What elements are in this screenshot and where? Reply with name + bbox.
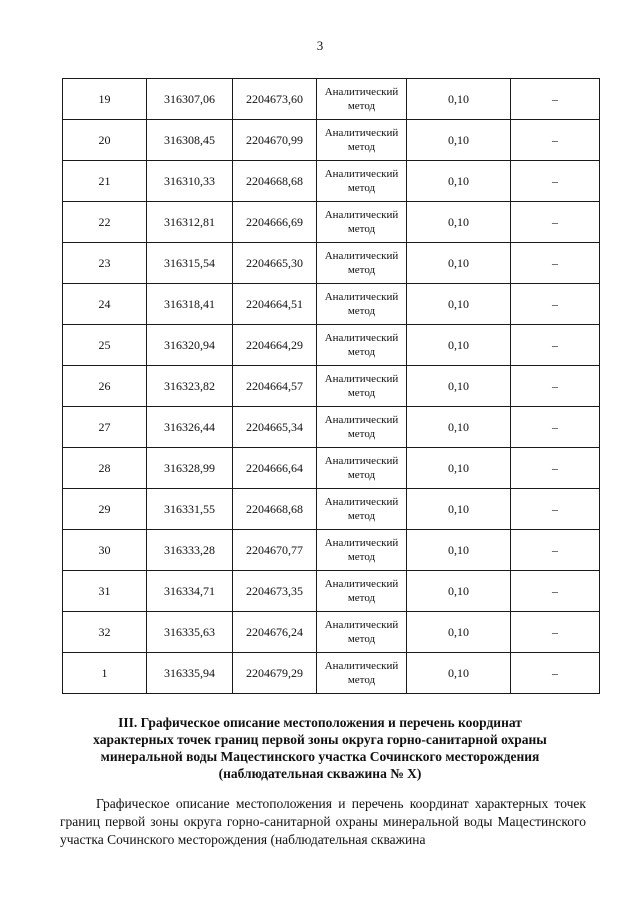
y-coordinate-cell: 2204666,69 bbox=[233, 202, 317, 243]
x-coordinate-cell: 316335,94 bbox=[147, 653, 233, 694]
x-coordinate-cell: 316310,33 bbox=[147, 161, 233, 202]
y-coordinate-cell: 2204668,68 bbox=[233, 489, 317, 530]
accuracy-cell: 0,10 bbox=[407, 448, 511, 489]
point-number-cell: 19 bbox=[63, 79, 147, 120]
y-coordinate-cell: 2204664,57 bbox=[233, 366, 317, 407]
x-coordinate-cell: 316331,55 bbox=[147, 489, 233, 530]
x-coordinate-cell: 316312,81 bbox=[147, 202, 233, 243]
table-row bbox=[63, 120, 600, 161]
note-cell: – bbox=[511, 571, 600, 612]
note-cell: – bbox=[511, 325, 600, 366]
accuracy-cell: 0,10 bbox=[407, 653, 511, 694]
table-row bbox=[63, 284, 600, 325]
method-cell bbox=[317, 530, 407, 571]
method-line: Аналитический bbox=[324, 127, 399, 139]
y-coordinate-cell: 2204679,29 bbox=[233, 653, 317, 694]
note-cell: – bbox=[511, 407, 600, 448]
table-row bbox=[63, 448, 600, 489]
accuracy-cell: 0,10 bbox=[407, 612, 511, 653]
accuracy-cell: 0,10 bbox=[407, 407, 511, 448]
y-coordinate-cell: 2204673,60 bbox=[233, 79, 317, 120]
method-cell bbox=[317, 448, 407, 489]
point-number-cell: 30 bbox=[63, 530, 147, 571]
note-cell: – bbox=[511, 448, 600, 489]
table-row bbox=[63, 243, 600, 284]
x-coordinate-cell: 316308,45 bbox=[147, 120, 233, 161]
method-line: Аналитический bbox=[324, 660, 399, 672]
method-line: Аналитический bbox=[324, 578, 399, 590]
accuracy-cell: 0,10 bbox=[407, 161, 511, 202]
method-line: Аналитический bbox=[324, 537, 399, 549]
method-line: метод bbox=[347, 305, 376, 317]
y-coordinate-cell: 2204668,68 bbox=[233, 161, 317, 202]
method-cell bbox=[317, 325, 407, 366]
method-line: метод bbox=[347, 633, 376, 645]
x-coordinate-cell: 316326,44 bbox=[147, 407, 233, 448]
point-number-cell: 1 bbox=[63, 653, 147, 694]
point-number-cell: 29 bbox=[63, 489, 147, 530]
method-line: метод bbox=[347, 428, 376, 440]
table-row bbox=[63, 202, 600, 243]
method-line: метод bbox=[347, 346, 376, 358]
page-number: 3 bbox=[316, 38, 324, 53]
point-number-cell: 20 bbox=[63, 120, 147, 161]
method-line: метод bbox=[347, 551, 376, 563]
section-heading-line: III. Графическое описание местоположения и перечень координат bbox=[118, 715, 522, 730]
y-coordinate-cell: 2204665,34 bbox=[233, 407, 317, 448]
method-cell bbox=[317, 120, 407, 161]
note-cell: – bbox=[511, 284, 600, 325]
table-row bbox=[63, 612, 600, 653]
method-line: метод bbox=[347, 223, 376, 235]
point-number-cell: 24 bbox=[63, 284, 147, 325]
x-coordinate-cell: 316333,28 bbox=[147, 530, 233, 571]
method-line: метод bbox=[347, 469, 376, 481]
point-number-cell: 23 bbox=[63, 243, 147, 284]
y-coordinate-cell: 2204676,24 bbox=[233, 612, 317, 653]
y-coordinate-cell: 2204670,77 bbox=[233, 530, 317, 571]
y-coordinate-cell: 2204666,64 bbox=[233, 448, 317, 489]
method-line: Аналитический bbox=[324, 496, 399, 508]
method-line: Аналитический bbox=[324, 455, 399, 467]
point-number-cell: 26 bbox=[63, 366, 147, 407]
section-heading bbox=[80, 714, 560, 782]
method-cell bbox=[317, 202, 407, 243]
point-number-cell: 21 bbox=[63, 161, 147, 202]
coordinates-table-body bbox=[63, 79, 600, 694]
body-paragraph: Графическое описание местоположения и перечень координат характерных точек границ первой зоны округа горно-санитарной охраны минеральной воды Мацестинского участка Сочинского месторождения (наблюдательная скважина bbox=[60, 796, 586, 847]
y-coordinate-cell: 2204673,35 bbox=[233, 571, 317, 612]
accuracy-cell: 0,10 bbox=[407, 284, 511, 325]
method-cell bbox=[317, 161, 407, 202]
method-line: Аналитический bbox=[324, 250, 399, 262]
method-line: метод bbox=[347, 182, 376, 194]
x-coordinate-cell: 316328,99 bbox=[147, 448, 233, 489]
accuracy-cell: 0,10 bbox=[407, 489, 511, 530]
method-cell bbox=[317, 571, 407, 612]
note-cell: – bbox=[511, 161, 600, 202]
table-row bbox=[63, 571, 600, 612]
method-line: метод bbox=[347, 264, 376, 276]
point-number-cell: 31 bbox=[63, 571, 147, 612]
x-coordinate-cell: 316320,94 bbox=[147, 325, 233, 366]
method-line: Аналитический bbox=[324, 619, 399, 631]
accuracy-cell: 0,10 bbox=[407, 366, 511, 407]
coordinates-table bbox=[62, 78, 600, 694]
method-cell bbox=[317, 407, 407, 448]
note-cell: – bbox=[511, 366, 600, 407]
table-row bbox=[63, 325, 600, 366]
method-cell bbox=[317, 489, 407, 530]
x-coordinate-cell: 316315,54 bbox=[147, 243, 233, 284]
y-coordinate-cell: 2204670,99 bbox=[233, 120, 317, 161]
x-coordinate-cell: 316335,63 bbox=[147, 612, 233, 653]
method-cell bbox=[317, 79, 407, 120]
method-line: Аналитический bbox=[324, 168, 399, 180]
note-cell: – bbox=[511, 202, 600, 243]
x-coordinate-cell: 316323,82 bbox=[147, 366, 233, 407]
note-cell: – bbox=[511, 653, 600, 694]
accuracy-cell: 0,10 bbox=[407, 243, 511, 284]
point-number-cell: 32 bbox=[63, 612, 147, 653]
x-coordinate-cell: 316318,41 bbox=[147, 284, 233, 325]
method-line: Аналитический bbox=[324, 414, 399, 426]
note-cell: – bbox=[511, 530, 600, 571]
accuracy-cell: 0,10 bbox=[407, 325, 511, 366]
table-row bbox=[63, 79, 600, 120]
method-line: метод bbox=[347, 100, 376, 112]
accuracy-cell: 0,10 bbox=[407, 79, 511, 120]
section-heading-line: характерных точек границ первой зоны округа горно-санитарной охраны bbox=[93, 732, 547, 747]
method-line: метод bbox=[347, 141, 376, 153]
section-heading-line: минеральной воды Мацестинского участка Сочинского месторождения bbox=[100, 749, 540, 764]
table-row bbox=[63, 366, 600, 407]
y-coordinate-cell: 2204664,29 bbox=[233, 325, 317, 366]
accuracy-cell: 0,10 bbox=[407, 120, 511, 161]
method-line: метод bbox=[347, 510, 376, 522]
note-cell: – bbox=[511, 79, 600, 120]
method-line: Аналитический bbox=[324, 86, 399, 98]
table-row bbox=[63, 161, 600, 202]
method-cell bbox=[317, 612, 407, 653]
note-cell: – bbox=[511, 120, 600, 161]
note-cell: – bbox=[511, 243, 600, 284]
x-coordinate-cell: 316307,06 bbox=[147, 79, 233, 120]
method-cell bbox=[317, 284, 407, 325]
table-row bbox=[63, 489, 600, 530]
method-line: Аналитический bbox=[324, 209, 399, 221]
table-row bbox=[63, 653, 600, 694]
method-line: Аналитический bbox=[324, 373, 399, 385]
accuracy-cell: 0,10 bbox=[407, 202, 511, 243]
method-line: метод bbox=[347, 387, 376, 399]
section-heading-line: (наблюдательная скважина № X) bbox=[218, 766, 422, 781]
method-cell bbox=[317, 653, 407, 694]
point-number-cell: 25 bbox=[63, 325, 147, 366]
x-coordinate-cell: 316334,71 bbox=[147, 571, 233, 612]
method-line: Аналитический bbox=[324, 291, 399, 303]
accuracy-cell: 0,10 bbox=[407, 530, 511, 571]
point-number-cell: 27 bbox=[63, 407, 147, 448]
method-line: метод bbox=[347, 592, 376, 604]
method-cell bbox=[317, 243, 407, 284]
y-coordinate-cell: 2204665,30 bbox=[233, 243, 317, 284]
point-number-cell: 28 bbox=[63, 448, 147, 489]
table-row bbox=[63, 407, 600, 448]
note-cell: – bbox=[511, 489, 600, 530]
table-row bbox=[63, 530, 600, 571]
accuracy-cell: 0,10 bbox=[407, 571, 511, 612]
method-cell bbox=[317, 366, 407, 407]
point-number-cell: 22 bbox=[63, 202, 147, 243]
note-cell: – bbox=[511, 612, 600, 653]
y-coordinate-cell: 2204664,51 bbox=[233, 284, 317, 325]
method-line: Аналитический bbox=[324, 332, 399, 344]
method-line: метод bbox=[347, 674, 376, 686]
